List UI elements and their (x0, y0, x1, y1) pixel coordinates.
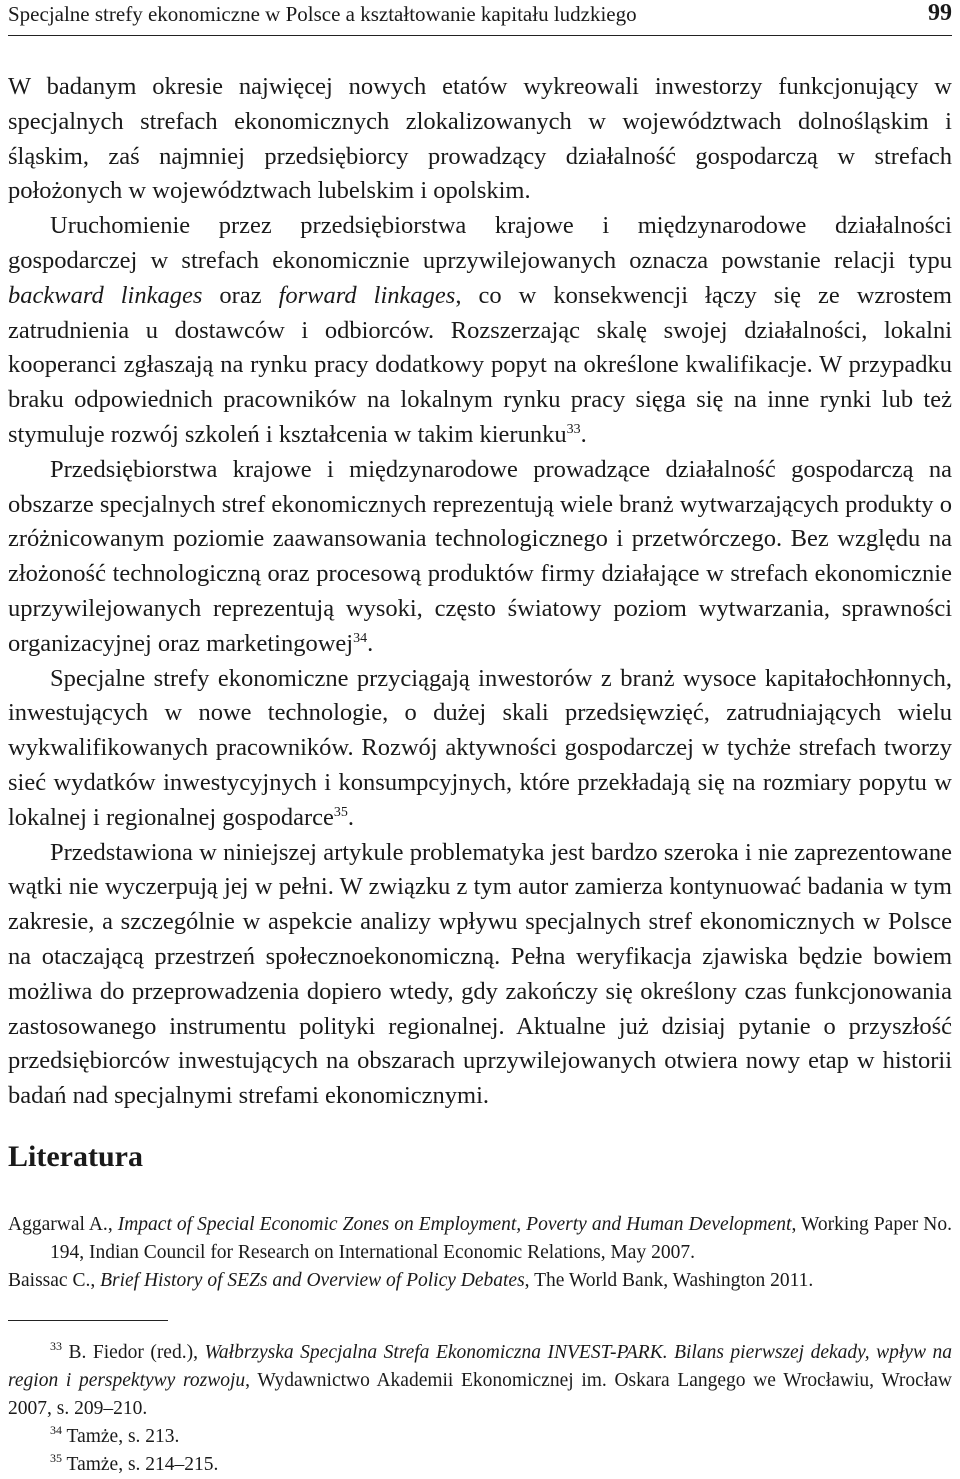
section-heading-literatura: Literatura (8, 1140, 143, 1173)
reference-list (8, 1211, 952, 1295)
term-backward-linkages: backward linkages (8, 281, 203, 309)
page-number: 99 (928, 0, 952, 26)
footnote-ref-33[interactable]: 33 (566, 421, 581, 437)
reference-item: Aggarwal A., Impact of Special Economic Zones on Employment, Poverty and Human Development, Working Paper No. 194, Indian Council for Research on International Economic Relations, May 2007. (8, 1214, 952, 1263)
footnote-ref-34[interactable]: 34 (353, 630, 368, 646)
footnote-33: $^{33}$ B. Fiedor (red.), Wałbrzyska Specjalna Strefa Ekonomiczna INVEST-PARK. Bilans pierwszej dekady, wpływ na region i perspektywy rozwoju, Wydawnictwo Akademii Ekonomicznej im. Oskara Langego we Wrocławiu, Wrocław 2007, s. 209–210. (8, 1339, 952, 1419)
reference-item: Baissac C., Brief History of SEZs and Overview of Policy Debates, The World Bank, Washington 2011. (8, 1270, 814, 1291)
body-text (8, 70, 952, 1114)
footnote-divider (8, 1320, 168, 1321)
paragraph-5: Przedstawiona w niniejszej artykule problematyka jest bardzo szeroka i nie zaprezentowane wątki nie wyczerpują jej w pełni. W związku z tym autor zamierza kontynuować badania w tym zakresie, a szczególnie w aspekcie analizy wpływu specjalnych stref ekonomicznych w Polsce na otaczającą przestrzeń społecznoekonomiczną. Pełna weryfikacja zjawiska będzie bowiem możliwa do przeprowadzenia dopiero wtedy, gdy zakończy się określony czas funkcjonowania zastosowanego instrumentu polityki regionalnej. Aktualne już dzisiaj pytanie o przyszłość przedsiębiorców inwestujących na obszarach uprzywilejowanych otwiera nowy etap w historii badań nad specjalnymi strefami ekonomicznymi. (8, 838, 952, 1110)
paragraph-2: Uruchomienie przez przedsiębiorstwa krajowe i międzynarodowe działalności gospodarczej w strefach ekonomicznie uprzywilejowanych oznacza powstanie relacji typu backward linkages oraz forward linkages, co w konsekwencji łączy się ze wzrostem zatrudnienia u dostawców i odbiorców. Rozszerzając skalę swojej działalności, lokalni kooperanci zgłaszają na rynku pracy dodatkowy popyt na określone kwalifikacje. W przypadku braku odpowiednich pracowników na lokalnym rynku pracy sięga się na inne rynki lub też stymuluje rozwój szkoleń i kształcenia w takim kierunku$^{33}$. (8, 212, 952, 448)
paragraph-1: W badanym okresie najwięcej nowych etatów wykreowali inwestorzy funkcjonujący w specjalnych strefach ekonomicznych zlokalizowanych w województwach dolnośląskim i śląskim, zaś najmniej przedsiębiorcy prowadzący działalność gospodarczą w strefach położonych w województwach lubelskim i opolskim. (8, 73, 952, 205)
footnote-34: $^{34}$ Tamże, s. 213. (50, 1423, 180, 1447)
running-header (8, 0, 952, 36)
paragraph-4: Specjalne strefy ekonomiczne przyciągają inwestorów z branż wysoce kapitałochłonnych, inwestujących w nowe technologie, o dużej skali przedsięwzięć, zatrudniających wielu wykwalifikowanych pracowników. Rozwój aktywności gospodarczej w tychże strefach tworzy sieć wydatków inwestycyjnych i konsumpcyjnych, które przekładają się na rozmiary popytu w lokalnej i regionalnej gospodarce$^{35}$. (8, 664, 952, 831)
running-title: Specjalne strefy ekonomiczne w Polsce a kształtowanie kapitału ludzkiego (8, 2, 637, 26)
term-forward-linkages: forward linkages (278, 281, 456, 309)
footnote-35: $^{35}$ Tamże, s. 214–215. (50, 1451, 219, 1475)
footnote-ref-35[interactable]: 35 (333, 804, 348, 820)
footnotes (8, 1339, 952, 1479)
paragraph-3: Przedsiębiorstwa krajowe i międzynarodowe prowadzące działalność gospodarczą na obszarze specjalnych stref ekonomicznych reprezentują wiele branż wytwarzających produkty o zróżnicowanym poziomie zaawansowania technologicznego i przetwórczego. Bez względu na złożoność technologiczną oraz procesową produktów firmy działające w strefach ekonomicznie uprzywilejowanych reprezentują wysoki, często światowy poziom wytwarzania, sprawności organizacyjnej oraz marketingowej$^{34}$. (8, 455, 952, 657)
